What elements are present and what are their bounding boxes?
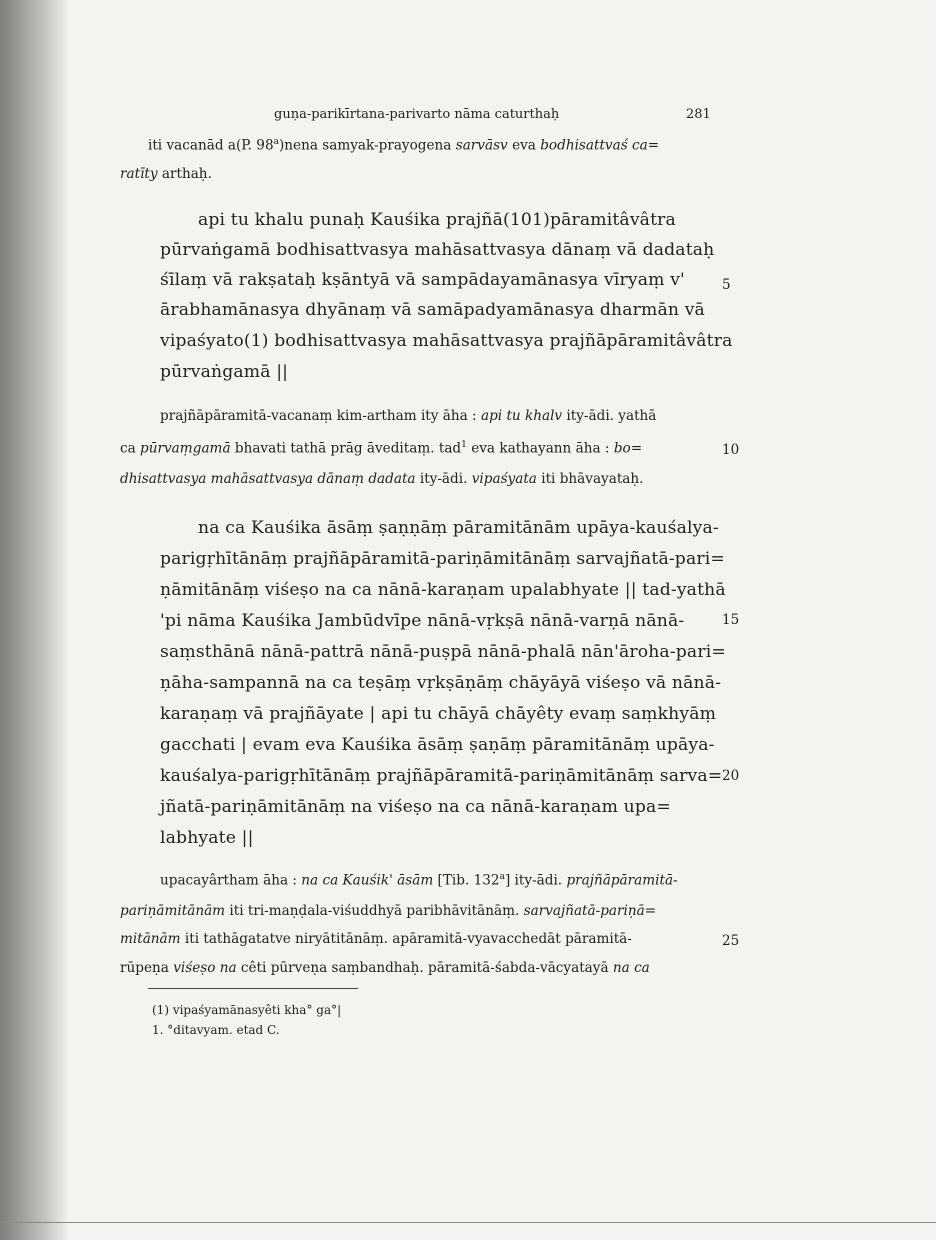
main-text-line: ṇāmitānāṃ viśeṣo na ca nānā-karaṇam upalabhyate || tad-yathā xyxy=(160,580,726,600)
commentary-line: ca pūrvaṃgamā bhavati tathā prāg āveditaṃ. tad$^1$ eva kathayann āha : bo= xyxy=(120,440,643,457)
commentary-line: dhisattvasya mahāsattvasya dānaṃ dadata ity-ādi. vipaśyata iti bhāvayataḥ. xyxy=(120,471,644,487)
main-text-line: gacchati | evam eva Kauśika āsāṃ ṣaṇāṃ pāramitānāṃ upāya- xyxy=(160,735,715,755)
line-number: 5 xyxy=(722,277,731,293)
commentary-line: pariṇāmitānām iti tri-maṇḍala-viśuddhyā paribhāvitānāṃ. sarvajñatā-pariṇā= xyxy=(120,903,657,919)
main-text-line: pūrvaṅgamā || xyxy=(160,362,289,382)
commentary-line: ratīty arthaḥ. xyxy=(120,166,212,182)
commentary-line: rūpeṇa viśeṣo na cêti pūrveṇa saṃbandhaḥ. pāramitā-śabda-vācyatayā na ca xyxy=(120,960,650,976)
commentary-line: mitānām iti tathāgatatve niryātitānāṃ. apāramitā-vyavacchedāt pāramitā- xyxy=(120,931,632,947)
line-number: 20 xyxy=(722,768,740,784)
main-text-line: labhyate || xyxy=(160,828,254,848)
page-bottom-edge xyxy=(0,1222,936,1223)
main-text-line: jñatā-pariṇāmitānāṃ na viśeṣo na ca nānā-karaṇam upa= xyxy=(160,797,671,817)
main-text-line: ārabhamānasya dhyānaṃ vā samāpadyamānasya dharmān vā xyxy=(160,300,705,320)
footnote: 1. °ditavyam. etad C. xyxy=(152,1023,280,1037)
main-text-line: pūrvaṅgamā bodhisattvasya mahāsattvasya dānaṃ vā dadataḥ xyxy=(160,240,715,260)
footnote: (1) vipaśyamānasyêti kha° ga°| xyxy=(152,1003,342,1017)
main-text-line: saṃsthānā nānā-pattrā nānā-puṣpā nānā-phalā nān'āroha-pari= xyxy=(160,642,726,662)
main-text-line: parigṛhītānāṃ prajñāpāramitā-pariṇāmitānāṃ sarvajñatā-pari= xyxy=(160,549,725,569)
commentary-line: prajñāpāramitā-vacanaṃ kim-artham ity āha : api tu khalv ity-ādi. yathā xyxy=(160,408,657,424)
line-number: 10 xyxy=(722,442,740,458)
line-number: 15 xyxy=(722,612,740,628)
main-text-line: vipaśyato(1) bodhisattvasya mahāsattvasya prajñāpāramitâvâtra xyxy=(160,331,733,351)
main-text-line: 'pi nāma Kauśika Jambūdvīpe nānā-vṛkṣā nānā-varṇā nānā- xyxy=(160,611,685,631)
page-number: 281 xyxy=(686,107,711,122)
main-text-line: ṇāha-sampannā na ca teṣāṃ vṛkṣāṇāṃ chāyāyā viśeṣo vā nānā- xyxy=(160,673,722,693)
main-text-line: karaṇaṃ vā prajñāyate | api tu chāyā chāyêty evaṃ saṃkhyāṃ xyxy=(160,704,717,724)
book-spine-shadow xyxy=(0,0,68,1240)
main-text-line: kauśalya-parigṛhītānāṃ prajñāpāramitā-pariṇāmitānāṃ sarva= xyxy=(160,766,723,786)
running-title: guṇa-parikīrtana-parivarto nāma caturthaḥ xyxy=(274,107,560,122)
main-text-line: api tu khalu punaḥ Kauśika prajñā(101)pāramitâvâtra xyxy=(198,210,676,230)
commentary-line: upacayârtham āha : na ca Kauśik' āsām [Tib. 132$^a$] ity-ādi. prajñāpāramitā- xyxy=(160,872,678,889)
main-text-line: na ca Kauśika āsāṃ ṣaṇṇāṃ pāramitānām upāya-kauśalya- xyxy=(198,518,719,538)
commentary-line: iti vacanād a(P. 98$^a$)nena samyak-prayogena sarvāsv eva bodhisattvaś ca= xyxy=(148,137,660,154)
line-number: 25 xyxy=(722,933,740,949)
main-text-line: śīlaṃ vā rakṣataḥ kṣāntyā vā sampādayamānasya vīryaṃ v' xyxy=(160,270,685,290)
footnote-rule xyxy=(148,988,358,989)
